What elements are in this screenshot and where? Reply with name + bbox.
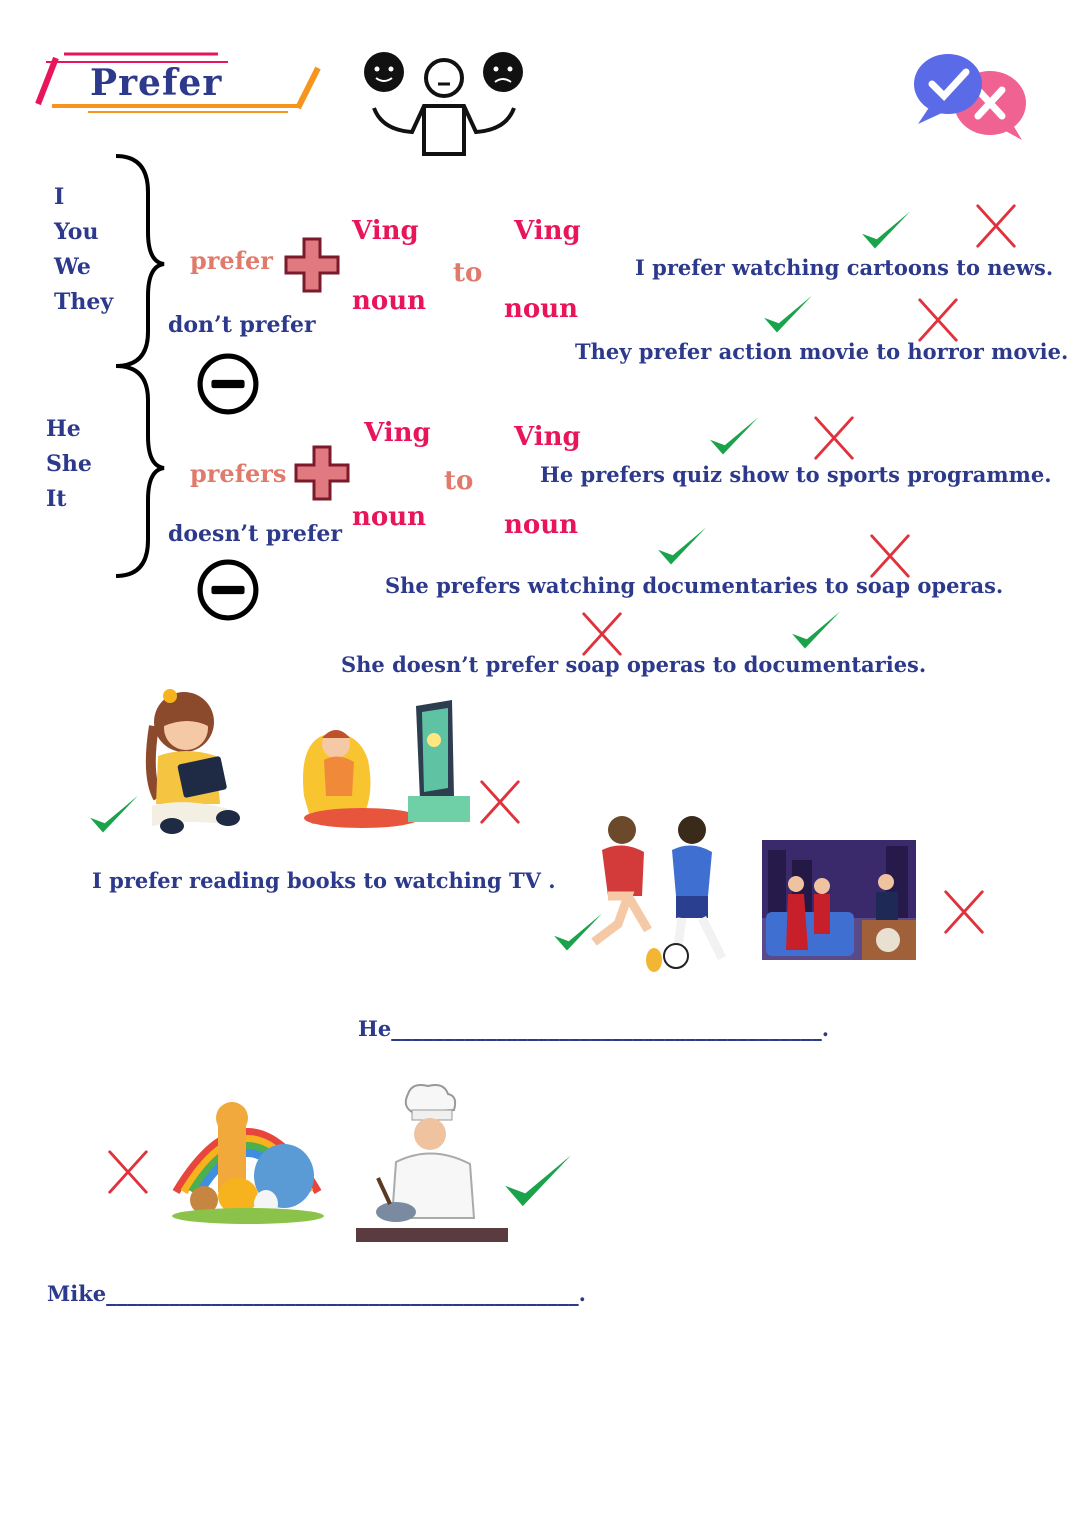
form-prefer: prefer	[190, 246, 273, 275]
picture-prompt-mike: Mike_____________________________________________.	[47, 1281, 586, 1306]
choice-person-icon	[362, 50, 532, 160]
form-doesnt-prefer: doesn’t prefer	[168, 521, 342, 547]
check-mark-icon	[654, 524, 710, 570]
minus-icon	[197, 353, 259, 415]
football-players-image	[572, 810, 742, 970]
check-mark-icon	[858, 208, 914, 254]
curly-brace	[110, 152, 170, 582]
chat-yes-no-icon	[910, 48, 1030, 143]
noun-label: noun	[504, 294, 579, 324]
form-prefers: prefers	[190, 459, 287, 488]
check-mark-icon	[760, 292, 816, 338]
example-sentence: She doesn’t prefer soap operas to documentaries.	[341, 652, 927, 677]
picture-sentence: I prefer reading books to watching TV .	[92, 868, 556, 893]
talk-show-image	[762, 840, 920, 960]
child-watching-tv-image	[298, 700, 474, 830]
plus-icon	[292, 443, 352, 503]
subject-you: You	[54, 219, 99, 245]
title-banner	[28, 48, 328, 120]
ving-label: Ving	[514, 422, 581, 452]
example-sentence: They prefer action movie to horror movie.	[575, 339, 1069, 364]
picture-prompt-he: He_________________________________________.	[358, 1016, 830, 1041]
ving-label: Ving	[514, 216, 581, 246]
check-mark-icon	[788, 608, 844, 654]
example-sentence: I prefer watching cartoons to news.	[635, 255, 1054, 280]
subject-he: He	[46, 416, 81, 442]
to-label: to	[444, 466, 474, 496]
noun-label: noun	[352, 502, 427, 532]
example-sentence: She prefers watching documentaries to soap operas.	[385, 573, 1004, 598]
cross-mark-icon	[972, 200, 1020, 252]
cartoon-animals-image	[168, 1092, 326, 1224]
cross-mark-icon	[810, 412, 858, 464]
subject-i: I	[54, 184, 65, 210]
check-mark-icon	[706, 414, 762, 460]
chef-cooking-image	[356, 1082, 508, 1242]
form-dont-prefer: don’t prefer	[168, 312, 316, 338]
minus-icon	[197, 559, 259, 621]
example-sentence: He prefers quiz show to sports programme.	[540, 462, 1052, 487]
cross-mark-icon	[476, 776, 524, 828]
noun-label: noun	[504, 510, 579, 540]
cross-mark-icon	[940, 886, 988, 938]
ving-label: Ving	[364, 418, 431, 448]
check-mark-icon	[86, 792, 142, 838]
cross-mark-icon	[104, 1144, 152, 1200]
ving-label: Ving	[352, 216, 419, 246]
subject-they: They	[54, 289, 114, 315]
noun-label: noun	[352, 286, 427, 316]
page-title: Prefer	[90, 62, 223, 104]
subject-it: It	[46, 486, 67, 512]
check-mark-icon	[500, 1150, 576, 1214]
subject-she: She	[46, 451, 92, 477]
to-label: to	[453, 258, 483, 288]
subject-we: We	[54, 254, 91, 280]
plus-icon	[282, 235, 342, 295]
girl-reading-book-image	[128, 686, 248, 836]
